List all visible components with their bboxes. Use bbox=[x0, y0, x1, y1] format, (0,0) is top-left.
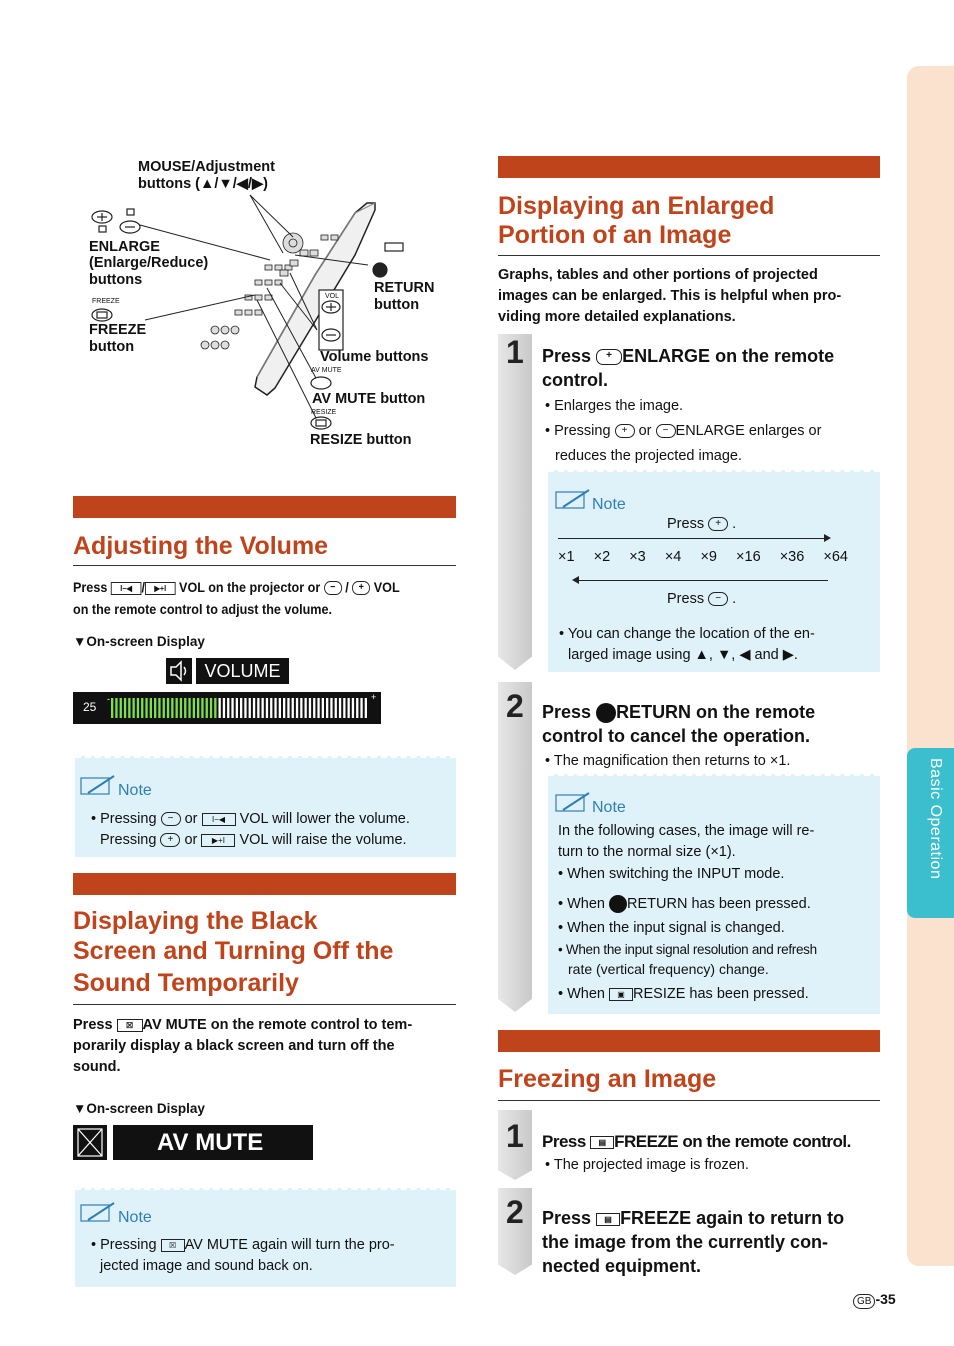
step-1-bullet-2b: reduces the projected image. bbox=[555, 448, 742, 464]
volume-level-segment bbox=[365, 698, 367, 718]
step-1-bullet-1: • Enlarges the image. bbox=[545, 398, 684, 414]
zoom-step-3: ×4 bbox=[664, 549, 682, 565]
freeze-button-icon: ▤ bbox=[596, 1213, 620, 1226]
enlarge-intro-1: Graphs, tables and other portions of projected bbox=[498, 267, 818, 283]
avmute-intro-c: porarily display a black screen and turn off the bbox=[73, 1038, 395, 1054]
avmute-osd-label: ▼On-screen Display bbox=[73, 1101, 205, 1116]
volume-note-line2 bbox=[100, 830, 407, 851]
step-1-heading bbox=[542, 344, 880, 392]
volume-note-2c: VOL will raise the volume. bbox=[239, 832, 407, 848]
label-resize-small: RESIZE bbox=[311, 409, 337, 416]
volume-level-segment bbox=[115, 698, 117, 718]
volume-title: Adjusting the Volume bbox=[73, 532, 329, 560]
note-press-up-label: Press bbox=[667, 516, 705, 532]
volume-level-segment bbox=[244, 698, 246, 718]
avmute-section-bar bbox=[73, 873, 456, 895]
volume-level-segment bbox=[309, 698, 311, 718]
region-badge: GB bbox=[853, 1294, 875, 1309]
volume-level-segment bbox=[292, 698, 294, 718]
return-button-icon bbox=[609, 895, 627, 913]
volume-level-segment bbox=[137, 698, 139, 718]
avmute-osd bbox=[73, 1125, 313, 1160]
note-pencil-icon bbox=[80, 1202, 116, 1224]
volume-level-segment bbox=[249, 698, 251, 718]
freeze-title: Freezing an Image bbox=[498, 1065, 717, 1093]
step-2-number: 2 bbox=[506, 688, 524, 724]
volume-level-segment bbox=[154, 698, 156, 718]
volume-level-segment bbox=[274, 698, 276, 718]
step-2-bullet-1: • The magnification then returns to ×1. bbox=[545, 753, 791, 769]
volume-note-title: Note bbox=[118, 782, 152, 799]
volume-level-segment bbox=[128, 698, 130, 718]
enlarge-title-2: Portion of an Image bbox=[498, 221, 732, 249]
volume-level-segment bbox=[236, 698, 238, 718]
volume-level-segment bbox=[184, 698, 186, 718]
volume-level-segment bbox=[176, 698, 178, 718]
volume-level-segment bbox=[279, 698, 281, 718]
volume-level-segment bbox=[214, 698, 216, 718]
enlarge-note-2-l7: rate (vertical frequency) change. bbox=[568, 961, 769, 977]
side-tab-label: Basic Operation bbox=[927, 758, 944, 880]
freeze-step-1-bullet: • The projected image is frozen. bbox=[545, 1157, 749, 1173]
avmute-button-icon: ☒ bbox=[117, 1019, 143, 1032]
volume-level-segment bbox=[326, 698, 328, 718]
volume-intro-a: Press bbox=[73, 579, 108, 595]
avmute-title-rule bbox=[73, 1004, 456, 1005]
minus-button-icon: − bbox=[324, 581, 342, 595]
volume-level-segment bbox=[180, 698, 182, 718]
avmute-intro-d: sound. bbox=[73, 1059, 121, 1075]
label-return: RETURN bbox=[374, 280, 435, 296]
enlarge-plus-icon: + bbox=[615, 424, 635, 438]
step-1-b2c: ENLARGE enlarges or bbox=[675, 423, 822, 439]
zoom-arrow-left-head bbox=[572, 576, 579, 584]
volume-level-segment bbox=[124, 698, 126, 718]
avmute-title-3: Sound Temporarily bbox=[73, 969, 299, 997]
label-enlarge-3: buttons bbox=[89, 272, 143, 288]
freeze-step-1-a: Press bbox=[542, 1132, 586, 1151]
volume-level-segment bbox=[305, 698, 307, 718]
volume-level-segment bbox=[188, 698, 190, 718]
volume-title-rule bbox=[73, 565, 456, 566]
volume-level-segment bbox=[296, 698, 298, 718]
volume-note-2b: or bbox=[184, 832, 198, 848]
label-mouse: MOUSE/Adjustment bbox=[138, 159, 275, 175]
volume-intro-d: on the remote control to adjust the volume. bbox=[73, 601, 333, 617]
volume-level-segment bbox=[270, 698, 272, 718]
zoom-step-5: ×16 bbox=[736, 549, 761, 565]
volume-section-bar bbox=[73, 496, 456, 518]
volume-plus: + bbox=[371, 692, 377, 702]
volume-level-segment bbox=[313, 698, 315, 718]
volume-level-segment bbox=[343, 698, 345, 718]
avmute-note-line2: jected image and sound back on. bbox=[100, 1258, 313, 1274]
volume-level-segment bbox=[356, 698, 358, 718]
freeze-title-rule bbox=[498, 1100, 880, 1101]
enlarge-note-2-l4 bbox=[558, 894, 811, 915]
freeze-step-1-b: FREEZE on the remote control. bbox=[614, 1132, 851, 1151]
volume-level-segment bbox=[339, 698, 341, 718]
volume-level-segment bbox=[253, 698, 255, 718]
volume-level-segment bbox=[352, 698, 354, 718]
step-1-number: 1 bbox=[506, 334, 524, 370]
step-1-bullet-2 bbox=[545, 420, 821, 442]
enlarge-title-rule bbox=[498, 255, 880, 256]
enlarge-note-2-l8 bbox=[558, 984, 809, 1005]
volume-note-1c: VOL will lower the volume. bbox=[239, 811, 410, 827]
step-2-heading-c: control to cancel the operation. bbox=[542, 726, 811, 746]
enlarge-note-2-l6: • When the input signal resolution and refresh bbox=[558, 942, 817, 957]
label-enlarge-2: (Enlarge/Reduce) bbox=[89, 255, 209, 271]
volume-value: 25 bbox=[83, 700, 97, 714]
volume-level-segment bbox=[120, 698, 122, 718]
label-freeze: FREEZE bbox=[89, 322, 147, 338]
note-pencil-icon bbox=[555, 489, 591, 511]
page-number-value: -35 bbox=[875, 1291, 896, 1307]
enlarge-note-2-l3: • When switching the INPUT mode. bbox=[558, 866, 785, 882]
volume-level-segment bbox=[163, 698, 165, 718]
avmute-button-icon: ☒ bbox=[161, 1239, 185, 1252]
volume-level-segment bbox=[210, 698, 212, 718]
volume-level-segment bbox=[330, 698, 332, 718]
note-press-down: Press − . bbox=[667, 591, 737, 607]
volume-level-bars bbox=[111, 696, 369, 720]
enlarge-note-1-text-1: • You can change the location of the en- bbox=[559, 626, 815, 642]
label-resize: RESIZE button bbox=[310, 432, 412, 448]
note2-l8a: • When bbox=[558, 986, 605, 1002]
label-freeze-2: button bbox=[89, 339, 135, 355]
volume-level-segment bbox=[300, 698, 302, 718]
freeze-step-1-heading bbox=[542, 1130, 851, 1154]
note2-l8b: RESIZE has been pressed. bbox=[633, 986, 809, 1002]
zoom-step-1: ×2 bbox=[593, 549, 611, 565]
avmute-osd-icon bbox=[73, 1125, 107, 1160]
zoom-step-0: ×1 bbox=[558, 549, 575, 565]
enlarge-plus-icon: + bbox=[708, 517, 728, 531]
enlarge-note-1-title: Note bbox=[592, 496, 626, 513]
volume-level-segment bbox=[240, 698, 242, 718]
volume-minus: - bbox=[107, 694, 110, 704]
zoom-step-2: ×3 bbox=[629, 549, 646, 565]
freeze-section-bar bbox=[498, 1030, 880, 1052]
label-avmute: AV MUTE button bbox=[312, 391, 426, 407]
label-volume: Volume buttons bbox=[320, 349, 429, 365]
volume-note-1a: • Pressing bbox=[91, 811, 157, 827]
volume-level-segment bbox=[219, 698, 221, 718]
step-1-b2a: • Pressing bbox=[545, 423, 611, 439]
enlarge-note-2-l1: In the following cases, the image will re- bbox=[558, 823, 815, 839]
freeze-step-1-number: 1 bbox=[506, 1118, 524, 1154]
return-button-icon bbox=[596, 703, 616, 723]
note2-l4b: RETURN has been pressed. bbox=[627, 896, 811, 912]
zoom-arrow-right bbox=[558, 538, 828, 539]
volume-level-segment bbox=[150, 698, 152, 718]
vol-up-projector-icon: ▶+I bbox=[145, 582, 176, 595]
step-1-bar bbox=[498, 334, 532, 670]
freeze-step-2-a: Press bbox=[542, 1208, 592, 1228]
volume-note-2a: Pressing bbox=[100, 832, 157, 848]
volume-intro-b: VOL on the projector or bbox=[179, 579, 321, 595]
freeze-step-2-d: nected equipment. bbox=[542, 1256, 702, 1276]
zoom-arrow-left bbox=[578, 580, 828, 581]
enlarge-note-2-title: Note bbox=[592, 799, 626, 816]
volume-level-segment bbox=[257, 698, 259, 718]
volume-level-segment bbox=[193, 698, 195, 718]
label-avmute-small: AV MUTE bbox=[311, 367, 342, 374]
volume-level-segment bbox=[335, 698, 337, 718]
volume-level-segment bbox=[227, 698, 229, 718]
step-1-heading-a: Press bbox=[542, 346, 592, 366]
avmute-intro-a: Press bbox=[73, 1017, 113, 1033]
note2-l4a: • When bbox=[558, 896, 605, 912]
plus-button-icon: + bbox=[160, 833, 180, 847]
enlarge-intro bbox=[498, 265, 880, 328]
zoom-step-6: ×36 bbox=[779, 549, 805, 565]
enlarge-minus-icon: − bbox=[708, 592, 728, 606]
step-2-bar bbox=[498, 682, 532, 1012]
plus-button-icon: + bbox=[352, 581, 370, 595]
volume-level-segment bbox=[111, 698, 113, 718]
volume-bar bbox=[73, 692, 381, 724]
freeze-button-icon: ▤ bbox=[590, 1136, 614, 1149]
zoom-step-7: ×64 bbox=[823, 549, 848, 565]
label-vol-small: VOL bbox=[325, 293, 340, 300]
zoom-arrow-right-head bbox=[824, 534, 831, 542]
freeze-step-2-b: FREEZE again to return to bbox=[620, 1208, 845, 1228]
avmute-intro-b: AV MUTE on the remote control to tem- bbox=[142, 1017, 413, 1033]
label-freeze-small: FREEZE bbox=[92, 298, 120, 305]
enlarge-minus-icon: − bbox=[656, 424, 676, 438]
page-number bbox=[853, 1291, 896, 1309]
volume-level-segment bbox=[322, 698, 324, 718]
avmute-title-1: Displaying the Black bbox=[73, 907, 318, 935]
vol-up-projector-icon: ▶+I bbox=[201, 834, 235, 847]
avmute-osd-title: AV MUTE bbox=[113, 1125, 313, 1160]
volume-osd bbox=[166, 658, 289, 684]
step-1-b2b: or bbox=[638, 423, 652, 439]
resize-button-icon: ▣ bbox=[609, 988, 633, 1001]
enlarge-intro-2: images can be enlarged. This is helpful when pro- bbox=[498, 288, 842, 304]
volume-osd-title: VOLUME bbox=[196, 658, 289, 684]
volume-level-segment bbox=[262, 698, 264, 718]
volume-level-segment bbox=[266, 698, 268, 718]
enlarge-note-2-l5: • When the input signal is changed. bbox=[558, 920, 785, 936]
enlarge-plus-icon: + bbox=[596, 349, 622, 365]
volume-level-segment bbox=[231, 698, 233, 718]
step-1-heading-c: control. bbox=[542, 370, 608, 390]
volume-note-line1 bbox=[91, 809, 410, 830]
label-mouse-2: buttons (▲/▼/◀/▶) bbox=[138, 176, 268, 192]
volume-level-segment bbox=[145, 698, 147, 718]
step-2-heading-b: RETURN on the remote bbox=[616, 702, 816, 722]
freeze-step-2-c: the image from the currently con- bbox=[542, 1232, 829, 1252]
zoom-step-4: ×9 bbox=[700, 549, 717, 565]
volume-level-segment bbox=[283, 698, 285, 718]
freeze-step-2-heading bbox=[542, 1206, 880, 1278]
avmute-note-title: Note bbox=[118, 1209, 152, 1226]
avmute-note-line1 bbox=[91, 1235, 395, 1256]
volume-level-segment bbox=[206, 698, 208, 718]
volume-level-segment bbox=[360, 698, 362, 718]
avmute-note-a: • Pressing bbox=[91, 1237, 157, 1253]
avmute-note-b: AV MUTE again will turn the pro- bbox=[184, 1237, 395, 1253]
side-tab bbox=[907, 66, 954, 1266]
vol-down-projector-icon: I−◀ bbox=[202, 813, 236, 826]
volume-osd-label: ▼On-screen Display bbox=[73, 634, 205, 649]
note-pencil-icon bbox=[555, 792, 591, 814]
volume-level-segment bbox=[158, 698, 160, 718]
freeze-step-2-number: 2 bbox=[506, 1194, 524, 1230]
enlarge-note-2-l2: turn to the normal size (×1). bbox=[558, 844, 736, 860]
volume-level-segment bbox=[197, 698, 199, 718]
volume-intro-c: VOL bbox=[373, 579, 400, 595]
avmute-intro bbox=[73, 1015, 456, 1078]
note-pencil-icon bbox=[80, 775, 116, 797]
volume-level-segment bbox=[348, 698, 350, 718]
minus-button-icon: − bbox=[161, 812, 181, 826]
volume-level-segment bbox=[317, 698, 319, 718]
enlarge-section-bar bbox=[498, 156, 880, 178]
avmute-title-2: Screen and Turning Off the bbox=[73, 937, 394, 965]
vol-down-projector-icon: I−◀ bbox=[111, 582, 142, 595]
volume-level-segment bbox=[167, 698, 169, 718]
note-press-up: Press + . bbox=[667, 516, 737, 532]
volume-level-segment bbox=[171, 698, 173, 718]
volume-level-segment bbox=[287, 698, 289, 718]
step-2-heading bbox=[542, 700, 880, 748]
enlarge-title-1: Displaying an Enlarged bbox=[498, 192, 775, 220]
volume-intro: Press I−◀ / ▶+I VOL on the projector or − / + VOL on the remote control to adjust the volume. bbox=[73, 579, 400, 617]
step-1-heading-b: ENLARGE on the remote bbox=[622, 346, 835, 366]
volume-level-segment bbox=[133, 698, 135, 718]
volume-level-segment bbox=[201, 698, 203, 718]
label-enlarge: ENLARGE bbox=[89, 239, 160, 255]
label-return-2: button bbox=[374, 297, 420, 313]
speaker-icon bbox=[166, 658, 192, 684]
note-press-down-label: Press bbox=[667, 591, 705, 607]
enlarge-intro-3: viding more detailed explanations. bbox=[498, 309, 736, 325]
volume-level-segment bbox=[223, 698, 225, 718]
volume-level-segment bbox=[141, 698, 143, 718]
volume-note-1b: or bbox=[184, 811, 198, 827]
enlarge-note-1-text-2: larged image using ▲, ▼, ◀ and ▶. bbox=[568, 647, 798, 663]
step-2-heading-a: Press bbox=[542, 702, 592, 722]
zoom-scale bbox=[558, 549, 848, 565]
